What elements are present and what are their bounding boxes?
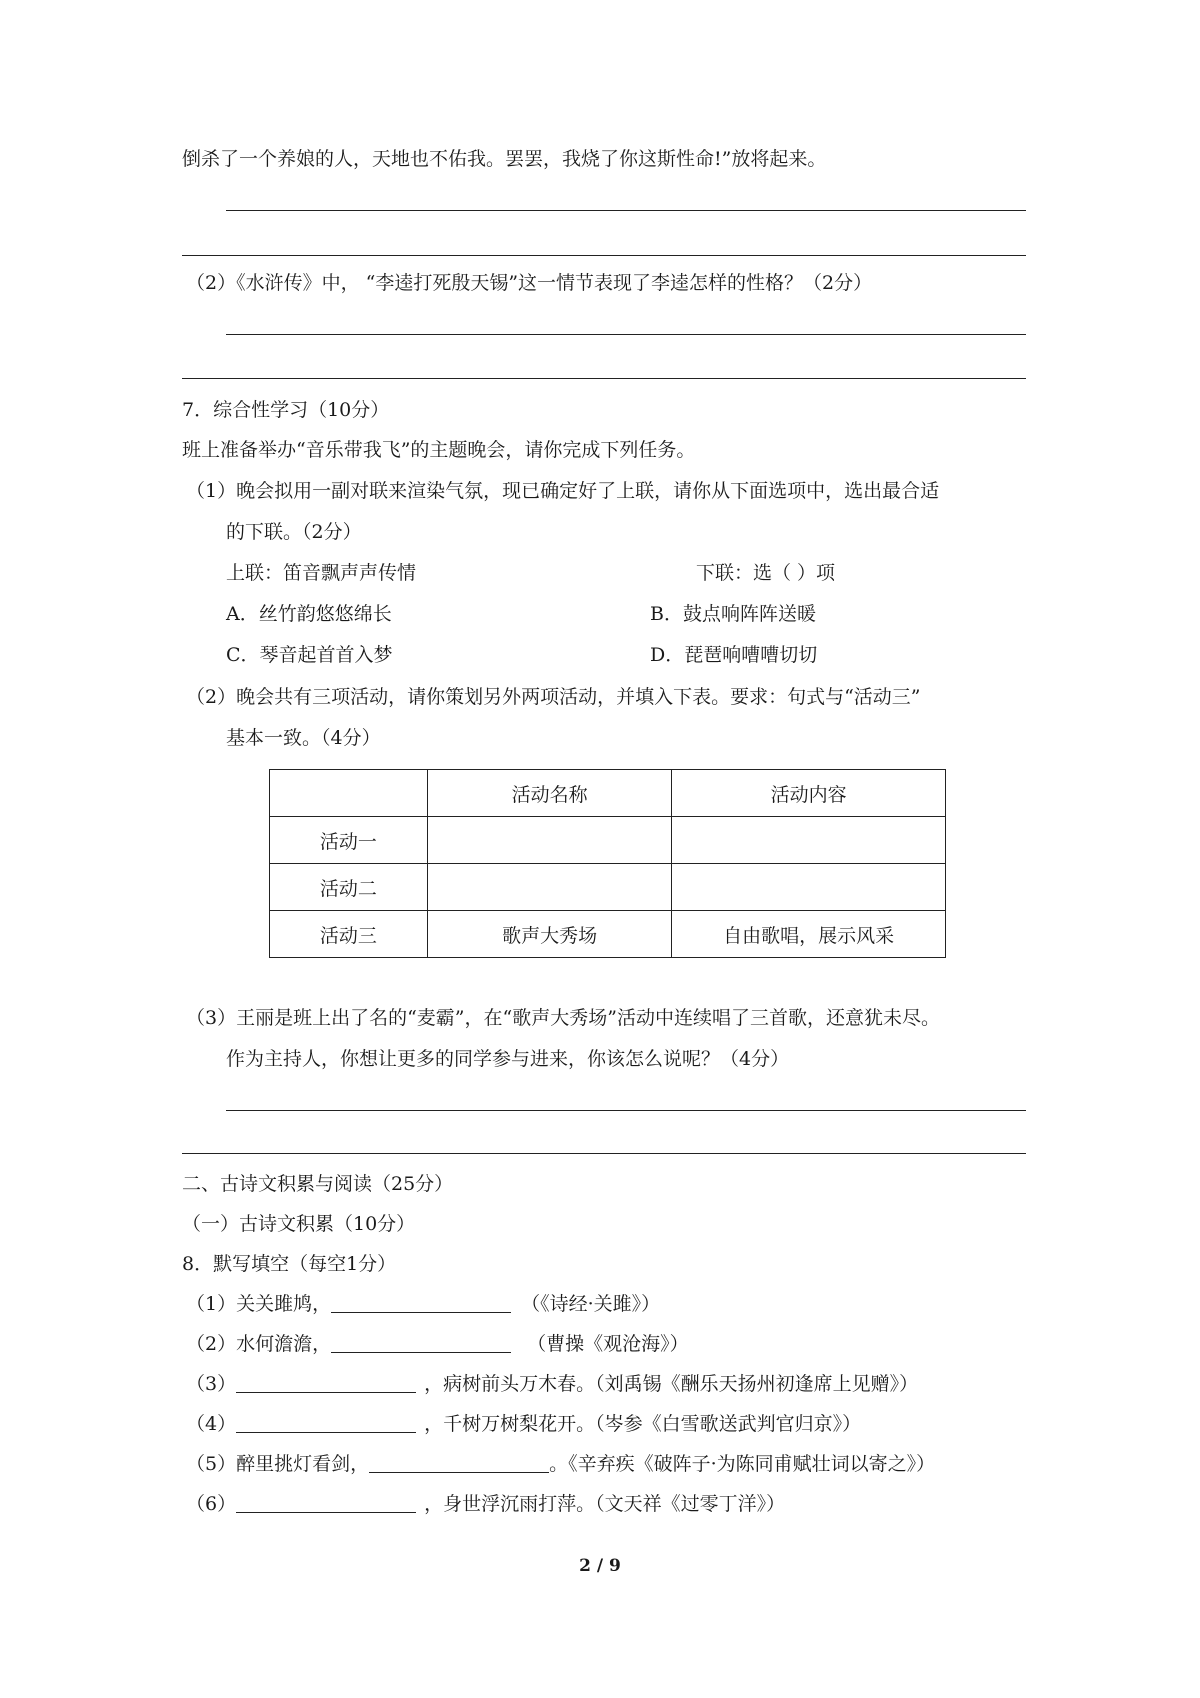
section-2-title: 二、古诗文积累与阅读（25分） xyxy=(182,1173,454,1195)
answer-line[interactable] xyxy=(182,378,1026,379)
table-cell: 自由歌唱，展示风采 xyxy=(672,911,946,958)
question-7-title: 7．综合性学习（10分） xyxy=(182,399,390,421)
fill-blank[interactable] xyxy=(236,1492,416,1513)
fill-item-1 xyxy=(186,1291,660,1317)
option-c: C．琴音起首首入梦 xyxy=(226,644,393,666)
table-cell: 活动三 xyxy=(270,911,428,958)
fill-item-prefix: （2）水何澹澹， xyxy=(186,1333,332,1355)
table-cell: 活动一 xyxy=(270,817,428,864)
activity-table xyxy=(269,769,946,958)
fill-blank[interactable] xyxy=(331,1332,511,1353)
fill-blank[interactable] xyxy=(236,1372,416,1393)
fill-item-suffix: （曹操《观沧海》） xyxy=(521,1333,689,1355)
question-8-title: 8．默写填空（每空1分） xyxy=(182,1253,397,1275)
upper-couplet: 上联：笛音飘声声传情 xyxy=(226,562,417,584)
fill-item-suffix: （《诗经·关雎》） xyxy=(521,1293,661,1315)
option-a: A．丝竹韵悠悠绵长 xyxy=(226,603,392,625)
page-number: 2 / 9 xyxy=(579,1556,621,1576)
continuation-text: 倒杀了一个养娘的人，天地也不佑我。罢罢，我烧了你这斯性命!”放将起来。 xyxy=(182,148,827,170)
table-header-row xyxy=(270,770,946,817)
fill-item-prefix: （1）关关雎鸠， xyxy=(186,1293,332,1315)
question-7-3-cont: 作为主持人，你想让更多的同学参与进来，你该怎么说呢？（4分） xyxy=(226,1048,790,1070)
table-cell: 歌声大秀场 xyxy=(427,911,672,958)
fill-item-suffix: ，病树前头万木春。（刘禹锡《酬乐天扬州初逢席上见赠》） xyxy=(424,1373,919,1395)
question-6-2: （2）《水浒传》中， “李逵打死殷天锡”这一情节表现了李逵怎样的性格？（2分） xyxy=(186,272,873,294)
question-7-1: （1）晚会拟用一副对联来渲染气氛，现已确定好了上联，请你从下面选项中，选出最合适 xyxy=(186,480,940,502)
section-2-sub-1: （一）古诗文积累（10分） xyxy=(182,1213,416,1235)
table-cell-blank[interactable] xyxy=(672,817,946,864)
question-7-2: （2）晚会共有三项活动，请你策划另外两项活动，并填入下表。要求：句式与“活动三” xyxy=(186,686,921,708)
question-7-3: （3）王丽是班上出了名的“麦霸”，在“歌声大秀场”活动中连续唱了三首歌，还意犹未尽。 xyxy=(186,1007,940,1029)
fill-blank[interactable] xyxy=(331,1292,511,1313)
option-d: D．琵琶响嘈嘈切切 xyxy=(650,644,818,666)
fill-blank[interactable] xyxy=(236,1412,416,1433)
fill-item-prefix: （5）醉里挑灯看剑， xyxy=(186,1453,370,1475)
fill-item-suffix: 。《辛弃疾《破阵子·为陈同甫赋壮词以寄之》） xyxy=(549,1453,936,1475)
fill-item-prefix: （6） xyxy=(186,1493,237,1515)
question-7-intro: 班上准备举办“音乐带我飞”的主题晚会，请你完成下列任务。 xyxy=(182,439,696,461)
table-cell-blank[interactable] xyxy=(427,817,672,864)
option-b: B．鼓点响阵阵送暖 xyxy=(650,603,816,625)
fill-item-suffix: ，身世浮沉雨打萍。（文天祥《过零丁洋》） xyxy=(424,1493,786,1515)
table-header-cell: 活动内容 xyxy=(672,770,946,817)
table-cell-blank[interactable] xyxy=(672,864,946,911)
answer-line[interactable] xyxy=(226,334,1026,335)
table-row xyxy=(270,817,946,864)
answer-line[interactable] xyxy=(226,1110,1026,1111)
question-7-2-cont: 基本一致。（4分） xyxy=(226,727,381,749)
table-row xyxy=(270,911,946,958)
table-header-cell xyxy=(270,770,428,817)
table-header-cell: 活动名称 xyxy=(427,770,672,817)
table-row xyxy=(270,864,946,911)
fill-item-5 xyxy=(186,1451,935,1477)
table-cell: 活动二 xyxy=(270,864,428,911)
question-7-1-cont: 的下联。（2分） xyxy=(226,521,362,543)
fill-item-4 xyxy=(186,1411,861,1437)
fill-item-prefix: （4） xyxy=(186,1413,237,1435)
fill-blank[interactable] xyxy=(369,1452,549,1473)
fill-item-prefix: （3） xyxy=(186,1373,237,1395)
answer-line[interactable] xyxy=(182,1153,1026,1154)
fill-item-2 xyxy=(186,1331,689,1357)
fill-item-suffix: ，千树万树梨花开。（岑参《白雪歌送武判官归京》） xyxy=(424,1413,862,1435)
table-cell-blank[interactable] xyxy=(427,864,672,911)
fill-item-6 xyxy=(186,1491,785,1517)
lower-couplet-choice[interactable]: 下联：选（ ）项 xyxy=(696,562,836,584)
answer-line[interactable] xyxy=(182,255,1026,256)
answer-line[interactable] xyxy=(226,210,1026,211)
fill-item-3 xyxy=(186,1371,918,1397)
